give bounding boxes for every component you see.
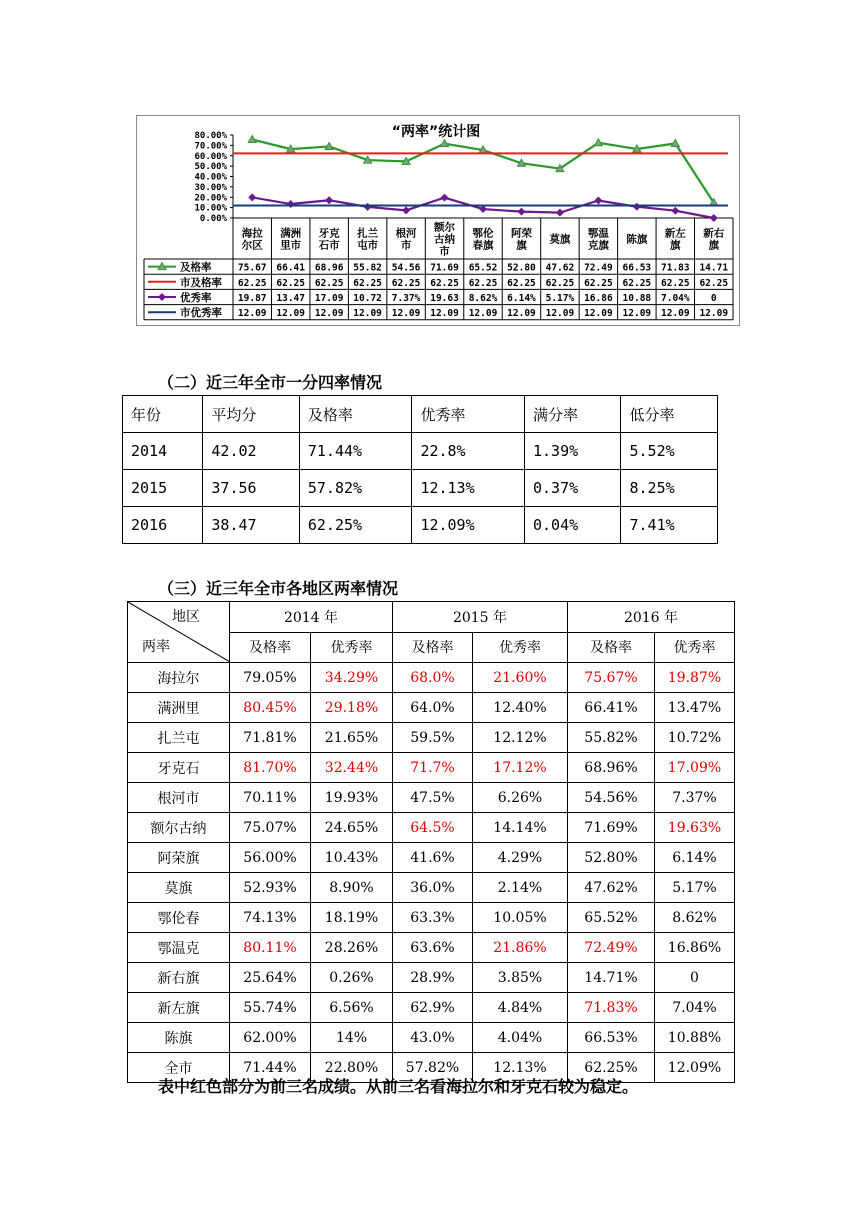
table-cell: 38.47 (203, 507, 299, 544)
category-label: 克旗 (587, 239, 609, 252)
data-label: 0 (710, 293, 717, 304)
corner-top-label: 地区 (172, 609, 200, 625)
district-name-cell: 阿荣旗 (128, 843, 230, 873)
category-label: 额尔 (434, 221, 456, 234)
category-label: 旗 (516, 239, 527, 252)
rate-cell: 13.47% (655, 693, 735, 723)
four-table-header-cell: 优秀率 (412, 396, 525, 433)
table-cell: 57.82% (299, 470, 412, 507)
year-header: 2014 年 (230, 602, 393, 633)
data-label: 6.14% (507, 293, 536, 304)
rate-cell: 63.6% (393, 933, 473, 963)
rate-cell: 75.07% (230, 813, 311, 843)
rate-cell: 75.67% (568, 663, 655, 693)
table-row (128, 1023, 735, 1053)
rate-cell: 57.82% (393, 1053, 473, 1083)
four-table-header-cell: 满分率 (525, 396, 621, 433)
district-name-cell: 新左旗 (128, 993, 230, 1023)
rate-cell: 63.3% (393, 903, 473, 933)
table-cell: 37.56 (203, 470, 299, 507)
rate-cell: 4.29% (473, 843, 568, 873)
chart-title: “两率”统计图 (391, 124, 481, 140)
table-row (128, 933, 735, 963)
section2-heading: （二）近三年全市一分四率情况 (158, 373, 383, 392)
rate-cell: 66.41% (568, 693, 655, 723)
district-name-cell: 莫旗 (128, 873, 230, 903)
category-label: 阿荣 (510, 227, 532, 240)
legend-label: 及格率 (180, 261, 212, 274)
year-header: 2015 年 (393, 602, 568, 633)
data-label: 54.56 (391, 262, 421, 274)
table-cell: 2016 (123, 507, 203, 544)
rate-cell: 19.93% (311, 783, 393, 813)
data-label: 12.09 (507, 308, 536, 320)
data-label: 62.25 (237, 277, 267, 289)
data-label: 62.25 (430, 277, 459, 289)
rate-subheader-cell: 及格率 (230, 632, 311, 663)
category-label: 新左 (664, 227, 686, 240)
data-label: 62.25 (545, 277, 575, 289)
district-name-cell: 满洲里 (128, 693, 230, 723)
table-cell: 12.13% (412, 470, 525, 507)
data-label: 12.09 (276, 308, 305, 320)
data-label: 66.53 (622, 262, 652, 274)
rate-cell: 71.81% (230, 723, 311, 753)
rate-cell: 4.84% (473, 993, 568, 1023)
rate-cell: 43.0% (393, 1023, 473, 1053)
table-cell: 7.41% (621, 507, 718, 544)
rate-cell: 0.26% (311, 963, 393, 993)
table-cell: 1.39% (525, 433, 621, 470)
rate-cell: 74.13% (230, 903, 311, 933)
y-tick-label: 50.00% (194, 162, 227, 173)
category-label: 旗 (670, 239, 681, 252)
rate-cell: 52.93% (230, 873, 311, 903)
district-name-cell: 新右旗 (128, 963, 230, 993)
rate-cell: 52.80% (568, 843, 655, 873)
table-row (128, 873, 735, 903)
rate-cell: 34.29% (311, 663, 393, 693)
rate-cell: 62.9% (393, 993, 473, 1023)
data-label: 19.63 (430, 293, 459, 304)
data-label: 12.09 (314, 308, 344, 320)
category-label: 尔区 (241, 239, 263, 252)
rate-cell: 2.14% (473, 873, 568, 903)
category-label: 市 (400, 239, 412, 252)
rate-cell: 10.43% (311, 843, 393, 873)
district-name-cell: 鄂温克 (128, 933, 230, 963)
category-label: 根河 (395, 227, 417, 240)
rate-subheader-cell: 及格率 (393, 632, 473, 663)
two-rates-chart (136, 115, 740, 326)
category-label: 鄂温 (587, 227, 609, 240)
table-row (123, 433, 718, 470)
four-rates-table (122, 395, 718, 544)
y-tick-label: 60.00% (194, 151, 227, 162)
rate-cell: 19.87% (655, 663, 735, 693)
data-label: 75.67 (237, 262, 267, 274)
data-label: 8.62% (468, 293, 498, 304)
rate-subheader-cell: 优秀率 (655, 632, 735, 663)
rate-cell: 14.14% (473, 813, 568, 843)
rate-cell: 66.53% (568, 1023, 655, 1053)
category-label: 春旗 (472, 239, 494, 252)
table-row (128, 843, 735, 873)
table-row (123, 470, 718, 507)
rate-cell: 6.56% (311, 993, 393, 1023)
data-label: 62.25 (622, 277, 652, 289)
y-tick-label: 70.00% (194, 141, 227, 152)
data-label: 62.25 (507, 277, 536, 289)
table-cell: 12.09% (412, 507, 525, 544)
rate-cell: 54.56% (568, 783, 655, 813)
rate-cell: 6.14% (655, 843, 735, 873)
category-label: 鄂伦 (472, 227, 494, 240)
table-row (128, 783, 735, 813)
rate-cell: 21.60% (473, 663, 568, 693)
four-table-header-cell: 低分率 (621, 396, 718, 433)
rate-cell: 28.9% (393, 963, 473, 993)
data-label: 62.25 (699, 277, 729, 289)
district-rates-table (127, 601, 735, 1083)
rate-cell: 65.52% (568, 903, 655, 933)
data-label: 10.72 (353, 293, 382, 304)
rate-cell: 70.11% (230, 783, 311, 813)
data-label: 12.09 (699, 308, 729, 320)
rate-cell: 79.05% (230, 663, 311, 693)
rate-cell: 7.04% (655, 993, 735, 1023)
data-label: 12.09 (584, 308, 613, 320)
rate-cell: 71.69% (568, 813, 655, 843)
rate-subheader-cell: 及格率 (568, 632, 655, 663)
rate-cell: 18.19% (311, 903, 393, 933)
data-label: 10.88 (622, 293, 652, 304)
category-label: 屯市 (357, 239, 379, 252)
corner-header-cell (128, 602, 230, 663)
legend-label: 优秀率 (180, 292, 212, 304)
category-label: 满洲 (280, 227, 302, 240)
category-label: 古纳 (434, 233, 456, 246)
data-label: 62.25 (314, 277, 344, 289)
rate-cell: 12.13% (473, 1053, 568, 1083)
rate-cell: 5.17% (655, 873, 735, 903)
category-label: 海拉 (241, 227, 263, 240)
rate-cell: 32.44% (311, 753, 393, 783)
district-name-cell: 扎兰屯 (128, 723, 230, 753)
rate-cell: 55.74% (230, 993, 311, 1023)
year-header-row (128, 602, 735, 633)
rate-cell: 8.90% (311, 873, 393, 903)
four-table-header-cell: 及格率 (299, 396, 412, 433)
table-cell: 5.52% (621, 433, 718, 470)
table-cell: 0.37% (525, 470, 621, 507)
footnote: 表中红色部分为前三名成绩。从前三名看海拉尔和牙克石较为稳定。 (158, 1077, 639, 1096)
rate-cell: 21.86% (473, 933, 568, 963)
data-label: 65.52 (468, 262, 498, 274)
data-label: 52.80 (507, 262, 536, 274)
category-label: 扎兰 (357, 227, 379, 240)
rate-cell: 71.44% (230, 1053, 311, 1083)
category-label: 陈旗 (626, 233, 648, 246)
rate-cell: 21.65% (311, 723, 393, 753)
data-label: 12.09 (391, 308, 421, 320)
data-label: 62.25 (661, 277, 690, 289)
table-row (128, 693, 735, 723)
data-label: 17.09 (314, 293, 344, 304)
rate-cell: 47.5% (393, 783, 473, 813)
rate-cell: 14% (311, 1023, 393, 1053)
category-label: 石市 (318, 239, 340, 252)
rate-cell: 14.71% (568, 963, 655, 993)
rate-cell: 72.49% (568, 933, 655, 963)
rate-cell: 68.96% (568, 753, 655, 783)
rate-cell: 25.64% (230, 963, 311, 993)
rate-cell: 0 (655, 963, 735, 993)
table-row (128, 963, 735, 993)
data-label: 62.25 (584, 277, 613, 289)
data-label: 7.04% (661, 293, 690, 304)
data-label: 71.83 (661, 262, 690, 274)
rate-cell: 36.0% (393, 873, 473, 903)
data-label: 12.09 (545, 308, 575, 320)
data-label: 12.09 (622, 308, 652, 320)
category-label: 莫旗 (549, 233, 571, 246)
data-label: 14.71 (699, 262, 729, 274)
rate-cell: 12.40% (473, 693, 568, 723)
rate-cell: 8.62% (655, 903, 735, 933)
data-label: 12.09 (237, 308, 267, 320)
category-label: 市 (439, 245, 450, 258)
rate-cell: 81.70% (230, 753, 311, 783)
rate-cell: 56.00% (230, 843, 311, 873)
table-cell: 22.8% (412, 433, 525, 470)
table-row (128, 993, 735, 1023)
rate-cell: 80.45% (230, 693, 311, 723)
rate-subheader-cell: 优秀率 (473, 632, 568, 663)
data-label: 62.25 (468, 277, 498, 289)
table-cell: 2014 (123, 433, 203, 470)
rate-cell: 80.11% (230, 933, 311, 963)
data-label: 47.62 (545, 262, 575, 274)
district-name-cell: 鄂伦春 (128, 903, 230, 933)
data-label: 12.09 (468, 308, 498, 320)
data-label: 62.25 (276, 277, 305, 289)
data-label: 12.09 (661, 308, 690, 320)
table-cell: 62.25% (299, 507, 412, 544)
category-label: 里市 (280, 239, 302, 252)
table-cell: 2015 (123, 470, 203, 507)
y-tick-label: 20.00% (194, 193, 227, 204)
chart-svg (136, 115, 740, 326)
rate-subheader-cell: 优秀率 (311, 632, 393, 663)
data-label: 16.86 (584, 293, 613, 304)
rate-cell: 16.86% (655, 933, 735, 963)
table-row (128, 813, 735, 843)
data-label: 66.41 (276, 262, 305, 274)
rate-cell: 19.63% (655, 813, 735, 843)
data-label: 62.25 (353, 277, 382, 289)
four-table-header-cell: 平均分 (203, 396, 299, 433)
rate-cell: 64.0% (393, 693, 473, 723)
table-cell: 42.02 (203, 433, 299, 470)
category-label: 新右 (703, 227, 725, 240)
data-label: 12.09 (353, 308, 382, 320)
rate-cell: 24.65% (311, 813, 393, 843)
rate-cell: 62.25% (568, 1053, 655, 1083)
table-row (128, 663, 735, 693)
four-table-header-row (123, 396, 718, 433)
y-tick-label: 80.00% (194, 131, 227, 141)
table-row (123, 507, 718, 544)
rate-cell: 68.0% (393, 663, 473, 693)
data-label: 19.87 (237, 293, 267, 304)
district-name-cell: 牙克石 (128, 753, 230, 783)
legend-label: 市优秀率 (180, 307, 222, 320)
corner-bottom-label: 两率 (142, 639, 170, 655)
rate-cell: 47.62% (568, 873, 655, 903)
rate-cell: 22.80% (311, 1053, 393, 1083)
data-label: 68.96 (314, 262, 344, 274)
rate-cell: 10.72% (655, 723, 735, 753)
legend-label: 市及格率 (180, 276, 222, 289)
table-row (128, 723, 735, 753)
data-label: 12.09 (430, 308, 459, 320)
y-tick-label: 40.00% (194, 172, 227, 183)
data-label: 72.49 (584, 262, 613, 274)
data-label: 13.47 (276, 293, 305, 304)
rate-cell: 12.09% (655, 1053, 735, 1083)
table-cell: 0.04% (525, 507, 621, 544)
section3-heading: （三）近三年全市各地区两率情况 (158, 579, 399, 598)
rate-cell: 62.00% (230, 1023, 311, 1053)
rate-cell: 6.26% (473, 783, 568, 813)
district-name-cell: 额尔古纳 (128, 813, 230, 843)
table-row (128, 903, 735, 933)
rate-cell: 10.05% (473, 903, 568, 933)
data-label: 62.25 (391, 277, 421, 289)
rate-cell: 3.85% (473, 963, 568, 993)
district-name-cell: 全市 (128, 1053, 230, 1083)
category-label: 旗 (708, 239, 720, 252)
year-header: 2016 年 (568, 602, 735, 633)
rate-cell: 10.88% (655, 1023, 735, 1053)
table-cell: 8.25% (621, 470, 718, 507)
rate-cell: 71.7% (393, 753, 473, 783)
rate-cell: 17.12% (473, 753, 568, 783)
rate-cell: 28.26% (311, 933, 393, 963)
district-name-cell: 海拉尔 (128, 663, 230, 693)
rate-cell: 17.09% (655, 753, 735, 783)
rate-cell: 7.37% (655, 783, 735, 813)
data-label: 71.69 (430, 262, 459, 274)
table-row (128, 753, 735, 783)
four-table-header-cell: 年份 (123, 396, 203, 433)
rate-cell: 71.83% (568, 993, 655, 1023)
data-label: 5.17% (545, 293, 575, 304)
data-label: 7.37% (391, 293, 421, 304)
table-cell: 71.44% (299, 433, 412, 470)
rate-cell: 55.82% (568, 723, 655, 753)
y-tick-label: 10.00% (194, 203, 227, 214)
data-label: 55.82 (353, 262, 382, 274)
rate-cell: 41.6% (393, 843, 473, 873)
rate-cell: 12.12% (473, 723, 568, 753)
y-tick-label: 0.00% (199, 214, 227, 224)
rate-cell: 29.18% (311, 693, 393, 723)
rate-cell: 64.5% (393, 813, 473, 843)
district-name-cell: 陈旗 (128, 1023, 230, 1053)
rate-cell: 59.5% (393, 723, 473, 753)
rate-cell: 4.04% (473, 1023, 568, 1053)
district-name-cell: 根河市 (128, 783, 230, 813)
y-tick-label: 30.00% (194, 182, 227, 193)
category-label: 牙克 (318, 227, 340, 240)
